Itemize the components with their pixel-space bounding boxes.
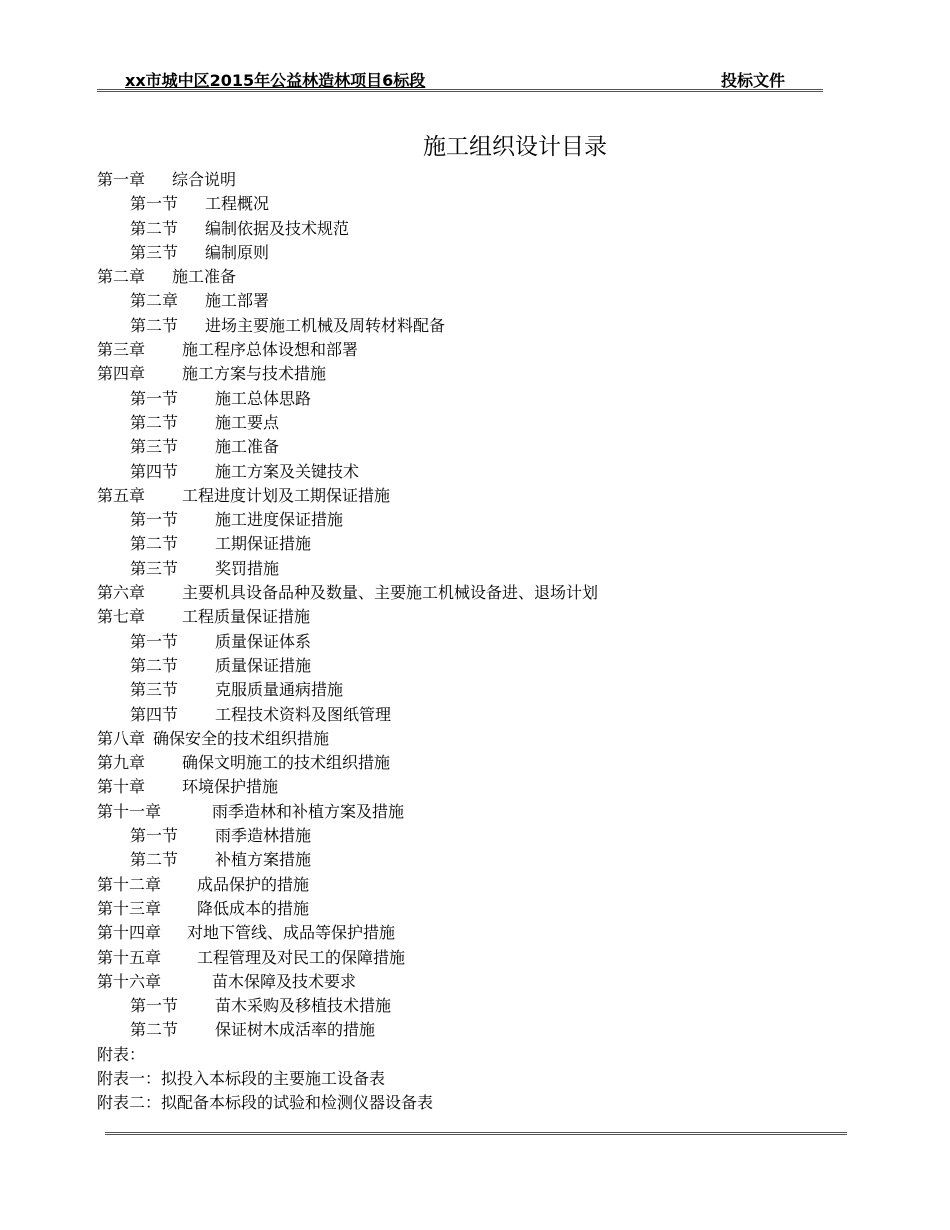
toc-entry-number: 第三章 <box>97 340 146 360</box>
toc-chapter-entry <box>97 484 857 508</box>
toc-entry-number: 第一节 <box>130 826 179 846</box>
toc-section-entry <box>97 460 857 484</box>
toc-chapter-entry <box>97 873 857 897</box>
header-document-type: 投标文件 <box>720 71 785 90</box>
toc-entry-number: 第四章 <box>97 364 146 384</box>
toc-chapter-entry <box>97 605 857 629</box>
toc-entry-title: 工程技术资料及图纸管理 <box>215 704 392 724</box>
toc-appendix-entry <box>97 1067 857 1091</box>
toc-entry-number: 第三节 <box>130 558 179 578</box>
toc-entry-number: 第六章 <box>97 583 146 603</box>
toc-entry-title: 苗木保障及技术要求 <box>212 971 357 991</box>
toc-entry-title: 施工方案与技术措施 <box>182 364 327 384</box>
toc-section-entry <box>97 1018 857 1042</box>
toc-entry-title: 成品保护的措施 <box>197 874 310 894</box>
toc-entry-title: 确保安全的技术组织措施 <box>153 728 330 748</box>
toc-entry-number: 第三节 <box>130 437 179 457</box>
toc-section-entry <box>97 654 857 678</box>
toc-section-entry <box>97 848 857 872</box>
toc-entry-title: 对地下管线、成品等保护措施 <box>187 923 396 943</box>
toc-section-entry <box>97 630 857 654</box>
toc-chapter-entry <box>97 581 857 605</box>
toc-chapter-entry <box>97 946 857 970</box>
toc-section-entry <box>97 678 857 702</box>
toc-entry-title: 克服质量通病措施 <box>215 680 344 700</box>
toc-section-entry <box>97 217 857 241</box>
toc-entry-number: 第四节 <box>130 461 179 481</box>
toc-entry-number: 第八章 <box>97 728 146 748</box>
toc-section-entry <box>97 508 857 532</box>
header-rule <box>97 89 823 92</box>
toc-entry-title: 附表一：拟投入本标段的主要施工设备表 <box>97 1068 386 1088</box>
toc-entry-title: 质量保证体系 <box>215 631 312 651</box>
toc-section-entry <box>97 314 857 338</box>
toc-entry-number: 第十六章 <box>97 971 162 991</box>
toc-entry-number: 第二节 <box>130 1020 179 1040</box>
toc-entry-number: 第十三章 <box>97 898 162 918</box>
toc-section-entry <box>97 411 857 435</box>
toc-chapter-entry <box>97 775 857 799</box>
toc-entry-title: 工程管理及对民工的保障措施 <box>197 947 406 967</box>
toc-entry-title: 施工准备 <box>172 267 237 287</box>
toc-entry-title: 雨季造林和补植方案及措施 <box>212 801 405 821</box>
toc-entry-title: 进场主要施工机械及周转材料配备 <box>205 315 446 335</box>
footer-rule <box>105 1132 847 1135</box>
toc-entry-title: 施工进度保证措施 <box>215 510 344 530</box>
toc-entry-number: 第十二章 <box>97 874 162 894</box>
toc-entry-number: 第十四章 <box>97 923 162 943</box>
toc-appendix-entry <box>97 1043 857 1067</box>
toc-entry-number: 第七章 <box>97 607 146 627</box>
toc-entry-number: 第二章 <box>97 267 146 287</box>
toc-entry-number: 第一节 <box>130 996 179 1016</box>
toc-entry-title: 施工准备 <box>215 437 280 457</box>
toc-entry-number: 第二节 <box>130 534 179 554</box>
toc-entry-title: 奖罚措施 <box>215 558 280 578</box>
toc-entry-number: 第二章 <box>130 291 179 311</box>
toc-chapter-entry <box>97 897 857 921</box>
toc-entry-number: 第一章 <box>97 170 146 189</box>
toc-section-entry <box>97 192 857 216</box>
toc-entry-title: 施工程序总体设想和部署 <box>182 340 359 360</box>
toc-entry-title: 降低成本的措施 <box>197 898 310 918</box>
toc-entry-number: 第十一章 <box>97 801 162 821</box>
toc-chapter-entry <box>97 168 857 192</box>
toc-entry-title: 工程进度计划及工期保证措施 <box>182 485 391 505</box>
toc-entry-title: 雨季造林措施 <box>215 826 312 846</box>
toc-appendix-entry <box>97 1091 857 1115</box>
toc-section-entry <box>97 435 857 459</box>
toc-entry-title: 保证树木成活率的措施 <box>215 1020 376 1040</box>
toc-entry-number: 第十五章 <box>97 947 162 967</box>
toc-entry-number: 第二节 <box>130 218 179 238</box>
toc-entry-title: 补植方案措施 <box>215 850 312 870</box>
toc-chapter-entry <box>97 362 857 386</box>
toc-entry-number: 第一节 <box>130 631 179 651</box>
toc-chapter-entry <box>97 338 857 362</box>
toc-entry-number: 第四节 <box>130 704 179 724</box>
toc-entry-title: 施工总体思路 <box>215 388 312 408</box>
toc-entry-title: 工期保证措施 <box>215 534 312 554</box>
header-project-title: xx市城中区2015年公益林造林项目6标段 <box>125 71 426 90</box>
toc-section-entry <box>97 824 857 848</box>
toc-entry-title: 苗木采购及移植技术措施 <box>215 996 392 1016</box>
toc-entry-number: 第二节 <box>130 412 179 432</box>
toc-entry-number: 第二节 <box>130 655 179 675</box>
toc-entry-title: 施工要点 <box>215 412 280 432</box>
toc-entry-title: 确保文明施工的技术组织措施 <box>182 753 391 773</box>
toc-entry-number: 第五章 <box>97 485 146 505</box>
toc-entry-number: 第三节 <box>130 680 179 700</box>
toc-entry-number: 第二节 <box>130 315 179 335</box>
toc-entry-number: 第二节 <box>130 850 179 870</box>
toc-entry-number: 第十章 <box>97 777 146 797</box>
toc-entry-title: 主要机具设备品种及数量、主要施工机械设备进、退场计划 <box>182 583 599 603</box>
toc-entry-title: 工程概况 <box>205 194 270 214</box>
toc-entry-title: 编制依据及技术规范 <box>205 218 350 238</box>
toc-section-entry <box>97 703 857 727</box>
toc-section-entry <box>97 532 857 556</box>
toc-section-entry <box>97 557 857 581</box>
toc-entry-title: 施工部署 <box>205 291 270 311</box>
table-of-contents <box>97 168 857 1116</box>
toc-entry-title: 附表： <box>97 1044 146 1064</box>
page-header <box>97 66 823 90</box>
toc-entry-title: 施工方案及关键技术 <box>215 461 360 481</box>
toc-entry-title: 工程质量保证措施 <box>182 607 311 627</box>
page-title: 施工组织设计目录 <box>423 134 607 160</box>
toc-entry-number: 第一节 <box>130 194 179 214</box>
toc-chapter-entry <box>97 970 857 994</box>
toc-entry-title: 综合说明 <box>172 170 237 189</box>
toc-entry-number: 第九章 <box>97 753 146 773</box>
toc-entry-title: 编制原则 <box>205 242 270 262</box>
toc-section-entry <box>97 289 857 313</box>
toc-entry-title: 质量保证措施 <box>215 655 312 675</box>
toc-chapter-entry <box>97 921 857 945</box>
toc-section-entry <box>97 241 857 265</box>
toc-entry-number: 第三节 <box>130 242 179 262</box>
toc-section-entry <box>97 994 857 1018</box>
toc-entry-number: 第一节 <box>130 388 179 408</box>
toc-chapter-entry <box>97 800 857 824</box>
toc-chapter-entry <box>97 727 857 751</box>
toc-chapter-entry <box>97 751 857 775</box>
toc-entry-title: 附表二：拟配备本标段的试验和检测仪器设备表 <box>97 1093 434 1113</box>
toc-entry-number: 第一节 <box>130 510 179 530</box>
toc-chapter-entry <box>97 265 857 289</box>
toc-entry-title: 环境保护措施 <box>182 777 279 797</box>
toc-section-entry <box>97 387 857 411</box>
